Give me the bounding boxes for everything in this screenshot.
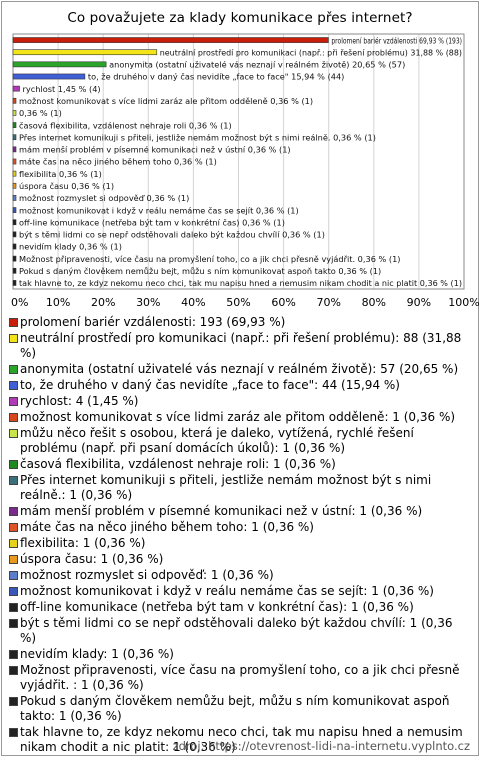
- x-tick-label: 40%: [181, 296, 206, 309]
- bar: [13, 86, 20, 91]
- legend-text: možnost rozmyslet si odpověď: 1 (0,36 %): [20, 568, 274, 582]
- legend-text: úspora času: 1 (0,36 %): [20, 552, 164, 566]
- legend-swatch: [9, 381, 18, 390]
- legend-text: tak hlavne to, ze kdyz nekomu neco chci, tak mu napisu hned a nemusim nikam chodit a nic platit: 1 (0,36 %): [20, 725, 463, 754]
- legend-swatch: [9, 476, 18, 485]
- chart-title: Co považujete za klady komunikace přes internet?: [67, 10, 413, 26]
- bar-label: Pokud s daným člověkem nemůžu bejt, můžu s ním komunikovat aspoň takto 0,36 % (1): [19, 265, 382, 276]
- legend-text: neutrální prostředí pro komunikaci (např.: při řešení problému): 88 (31,88 %): [20, 331, 462, 360]
- legend-text: možnost komunikovat s více lidmi zaráz ale přitom odděleně: 1 (0,36 %): [20, 410, 456, 424]
- bar-label: prolomení bariér vzdálenosti 69,93 % (193): [331, 35, 462, 46]
- legend-item: [9, 647, 471, 662]
- x-tick-label: 10%: [45, 296, 71, 309]
- bar-label: nevidím klady 0,36 % (1): [19, 241, 122, 252]
- bar: [13, 232, 16, 237]
- legend-swatch: [9, 666, 18, 675]
- x-tick-label: 30%: [136, 296, 161, 309]
- bar-label: možnost komunikovat s více lidmi zaráz ale přitom odděleně 0,36 % (1): [19, 95, 314, 106]
- legend-item: [9, 410, 471, 425]
- legend-text: Pokud s daným člověkem nemůžu bejt, můžu s ním komunikovat aspoň takto: 1 (0,36 %): [20, 694, 450, 723]
- bar: [13, 256, 16, 261]
- bar-label: off-line komunikace (netřeba být tam v konkrétní čas) 0,36 % (1): [19, 217, 285, 228]
- bar-label: možnost komunikovat i když v reálu nemáme čas se sejít 0,36 % (1): [19, 205, 299, 216]
- legend-text: nevidím klady: 1 (0,36 %): [20, 647, 174, 661]
- bar: [13, 159, 16, 164]
- legend-text: Přes internet komunikuji s přiteli, jestliže nemám možnost být s nimi reálně.: 1 (0,36 %): [20, 473, 432, 502]
- legend-swatch: [9, 413, 18, 422]
- legend-item: [9, 584, 471, 599]
- legend-swatch: [9, 318, 18, 327]
- bar-label: máte čas na něco jiného během toho 0,36 % (1): [19, 156, 217, 167]
- legend-swatch: [9, 523, 18, 532]
- bar-chart: [0, 0, 480, 315]
- bar-label: flexibilita 0,36 % (1): [19, 168, 102, 179]
- x-tick-label: 20%: [90, 296, 116, 309]
- legend-text: být s těmi lidmi co se nepř odstěhovali daleko být každou chvílí: 1 (0,36 %): [20, 616, 453, 645]
- legend-item: [9, 536, 471, 551]
- x-tick-label: 50%: [226, 296, 251, 309]
- legend-text: máte čas na něco jiného během toho: 1 (0,36 %): [20, 520, 314, 534]
- bar-label: být s těmi lidmi co se nepř odstěhovali daleko být každou chvílí 0,36 % (1): [19, 229, 325, 240]
- source-note: zdroj: https://otevrenost-lidi-na-internetu.vyplnto.cz: [172, 739, 470, 753]
- legend-item: [9, 315, 471, 330]
- legend-swatch: [9, 650, 18, 659]
- legend-item: [9, 616, 471, 646]
- legend-swatch: [9, 365, 18, 374]
- x-tick-label: 100%: [448, 296, 480, 309]
- legend-swatch: [9, 539, 18, 548]
- legend-text: možnost komunikovat i když v reálu nemáme čas se sejít: 1 (0,36 %): [20, 584, 434, 598]
- bar-label: 0,36 % (1): [19, 108, 62, 119]
- legend-text: časová flexibilita, vzdálenost nehraje roli: 1 (0,36 %): [20, 457, 336, 471]
- legend-swatch: [9, 603, 18, 612]
- bar: [13, 183, 16, 188]
- bar-label: neutrální prostředí pro komunikaci (např.: při řešení problému) 31,88 % (88): [159, 47, 462, 58]
- legend-swatch: [9, 571, 18, 580]
- bar-label: anonymita (ostatní uživatelé vás neznají v reálném životě) 20,65 % (57): [109, 59, 406, 70]
- bar-label: Možnost připravenosti, více času na promyšlení toho, co a jik chci přesně vyjádřit. 0,36 % (1): [19, 253, 401, 264]
- legend-text: můžu něco řešit s osobou, která je daleko, vytížená, rychlé řešení problému (např. při psaní domácích úkolů): 1 (0,36 %): [20, 426, 414, 455]
- x-tick-label: 80%: [361, 296, 387, 309]
- legend-item: [9, 394, 471, 409]
- bar: [13, 50, 157, 55]
- bar-label: možnost rozmyslet si odpověď 0,36 % (1): [19, 193, 190, 204]
- bar-label: časová flexibilita, vzdálenost nehraje roli 0,36 % (1): [19, 120, 232, 131]
- legend-item: [9, 331, 471, 361]
- legend-swatch: [9, 619, 18, 628]
- legend-swatch: [9, 587, 18, 596]
- bar-label: to, že druhého v daný čas nevidíte „face to face" 15,94 % (44): [87, 71, 345, 82]
- legend-item: [9, 520, 471, 535]
- legend-swatch: [9, 728, 18, 737]
- legend-item: [9, 362, 471, 377]
- bar: [13, 208, 16, 213]
- x-tick-label: 60%: [271, 296, 296, 309]
- x-tick-label: 0%: [11, 296, 29, 309]
- bar: [13, 110, 16, 115]
- legend-item: [9, 663, 471, 693]
- bar: [13, 135, 16, 140]
- bar: [13, 147, 16, 152]
- legend-text: Možnost připravenosti, více času na promyšlení toho, co a jik chci přesně vyjádřit. : 1 (0,36 %): [20, 663, 460, 692]
- x-tick-label: 70%: [316, 296, 341, 309]
- legend-item: [9, 473, 471, 503]
- legend-swatch: [9, 460, 18, 469]
- bar-label: Přes internet komunikuji s přiteli, jestliže nemám možnost být s nimi reálně. 0,36 % (1): [19, 132, 376, 143]
- bar: [13, 98, 16, 103]
- bar-label: tak hlavne to, ze kdyz nekomu neco chci, tak mu napisu hned a nemusim nikam chodit a nic platit 0,36 % (1): [19, 278, 462, 289]
- legend-text: anonymita (ostatní uživatelé vás neznají v reálném životě): 57 (20,65 %): [20, 362, 459, 376]
- legend-swatch: [9, 334, 18, 343]
- bar: [13, 74, 85, 79]
- legend-swatch: [9, 697, 18, 706]
- legend-item: [9, 552, 471, 567]
- legend-item: [9, 694, 471, 724]
- bar: [13, 220, 16, 225]
- bar: [13, 195, 16, 200]
- legend-item: [9, 504, 471, 519]
- bar: [13, 280, 16, 285]
- legend-text: prolomení bariér vzdálenosti: 193 (69,93 %): [20, 315, 286, 329]
- bar: [13, 62, 106, 67]
- x-tick-label: 90%: [406, 296, 432, 309]
- chart-legend: [9, 315, 471, 756]
- bar: [13, 171, 16, 176]
- legend-swatch: [9, 397, 18, 406]
- bar-label: rychlost 1,45 % (4): [22, 83, 101, 94]
- legend-text: to, že druhého v daný čas nevidíte „face to face": 44 (15,94 %): [20, 378, 400, 392]
- legend-item: [9, 457, 471, 472]
- legend-text: off-line komunikace (netřeba být tam v konkrétní čas): 1 (0,36 %): [20, 600, 414, 614]
- legend-text: flexibilita: 1 (0,36 %): [20, 536, 146, 550]
- bar: [13, 123, 16, 128]
- legend-item: [9, 378, 471, 393]
- bar: [13, 38, 328, 43]
- legend-text: rychlost: 4 (1,45 %): [20, 394, 139, 408]
- bar: [13, 244, 16, 249]
- legend-text: mám menší problém v písemné komunikaci než v ústní: 1 (0,36 %): [20, 504, 423, 518]
- bar: [13, 268, 16, 273]
- legend-item: [9, 426, 471, 456]
- bar-label: úspora času 0,36 % (1): [19, 180, 115, 191]
- bar-label: mám menší problém v písemné komunikaci než v ústní 0,36 % (1): [19, 144, 291, 155]
- legend-swatch: [9, 507, 18, 516]
- legend-swatch: [9, 429, 18, 438]
- legend-swatch: [9, 555, 18, 564]
- legend-item: [9, 568, 471, 583]
- legend-item: [9, 600, 471, 615]
